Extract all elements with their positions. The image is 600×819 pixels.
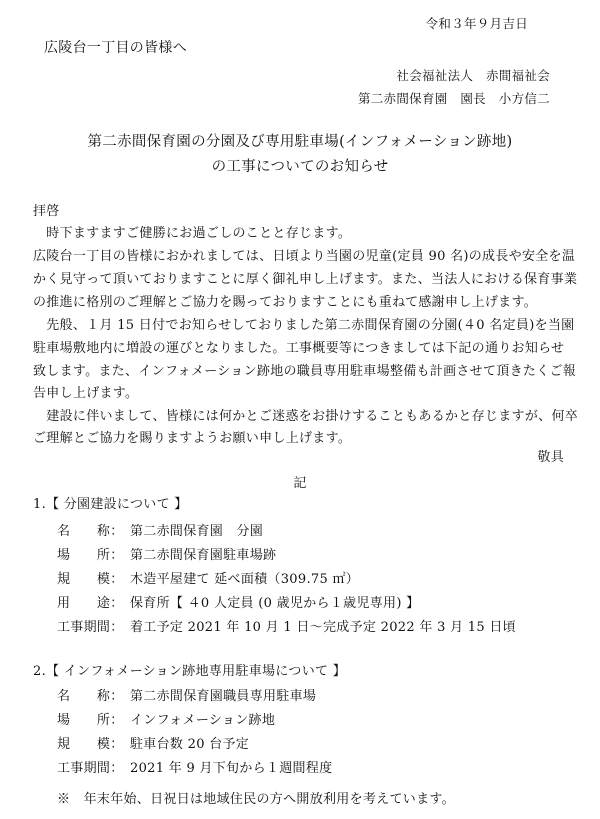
ki-marker: 記 bbox=[293, 476, 307, 491]
item-value: 2021 年 9 月下旬から１週間程度 bbox=[130, 761, 333, 776]
item-label: 名 称： bbox=[57, 524, 124, 539]
item-label: 規 模： bbox=[57, 737, 124, 752]
item-label: 場 所： bbox=[57, 713, 124, 728]
section-title-parking: 2.【 インフォメーション跡地専用駐車場について 】 bbox=[33, 664, 347, 679]
body-line: 建設に伴いまして、皆様には何かとご迷惑をお掛けすることもあるかと存じますが、何卒 bbox=[33, 409, 579, 424]
item-value: 第二赤間保育園駐車場跡 bbox=[130, 548, 277, 563]
item-value: 駐車台数 20 台予定 bbox=[130, 737, 250, 752]
body-line: ご理解とご協力を賜りますようお願い申し上げます。 bbox=[33, 431, 352, 446]
sender-person: 第二赤間保育園 園長 小方信二 bbox=[357, 91, 550, 106]
item-value: 第二赤間保育園 分園 bbox=[130, 524, 264, 539]
body-line: の推進に格別のご理解とご協力を賜っておりますことにも重ねて感謝申し上げます。 bbox=[33, 295, 538, 310]
opening-salutation: 拝啓 bbox=[33, 204, 60, 219]
document-date: 令和３年９月吉日 bbox=[425, 16, 528, 31]
item-label: 工事期間： bbox=[57, 761, 124, 776]
body-line: 駐車場敷地内に増設の運びとなりました。工事概要等につきましては下記の通りお知らせ bbox=[33, 341, 565, 356]
sender-organization: 社会福祉法人 赤間福祉会 bbox=[396, 68, 550, 83]
item-value: 木造平屋建て 延べ面積（309.75 ㎡） bbox=[130, 572, 360, 587]
item-label: 規 模： bbox=[57, 572, 124, 587]
item-value: 着工予定 2021 年 10 月 1 日～完成予定 2022 年 3 月 15 日頃 bbox=[130, 620, 516, 635]
body-line: 広陵台一丁目の皆様におかれましては、日頃より当園の児童(定員 90 名)の成長や安全を温 bbox=[33, 249, 576, 264]
body-line: かく見守って頂いておりますことに厚く御礼申し上げます。また、当法人における保育事業 bbox=[33, 272, 578, 287]
document-title-line-2: の工事についてのお知らせ bbox=[211, 159, 389, 175]
body-line: 先般、１月 15 日付でお知らせしておりました第二赤間保育園の分園(４0 名定員)を当園 bbox=[33, 318, 575, 333]
body-line: 致します。また、インフォメーション跡地の職員専用駐車場整備も計画させて頂きたくご報 bbox=[33, 364, 577, 379]
item-label: 工事期間： bbox=[57, 620, 124, 635]
closing-salutation: 敬具 bbox=[537, 450, 564, 465]
footnote: ※ 年末年始、日祝日は地域住民の方へ開放利用を考えています。 bbox=[57, 792, 455, 807]
item-value: 第二赤間保育園職員専用駐車場 bbox=[130, 689, 317, 704]
body-line: 時下ますますご健勝にお過ごしのことと存じます。 bbox=[33, 226, 352, 241]
addressee: 広陵台一丁目の皆様へ bbox=[44, 40, 187, 56]
item-value: インフォメーション跡地 bbox=[130, 713, 276, 728]
item-label: 場 所： bbox=[57, 548, 124, 563]
item-label: 名 称： bbox=[57, 689, 124, 704]
body-line: 告申し上げます。 bbox=[33, 386, 139, 401]
section-title-branch: 1.【 分園建設について 】 bbox=[33, 497, 188, 512]
item-value: 保育所【 ４0 人定員 (0 歳児から１歳児専用) 】 bbox=[130, 596, 420, 611]
item-label: 用 途： bbox=[57, 596, 124, 611]
document-title-line-1: 第二赤間保育園の分園及び専用駐車場(インフォメーション跡地) bbox=[87, 134, 513, 150]
